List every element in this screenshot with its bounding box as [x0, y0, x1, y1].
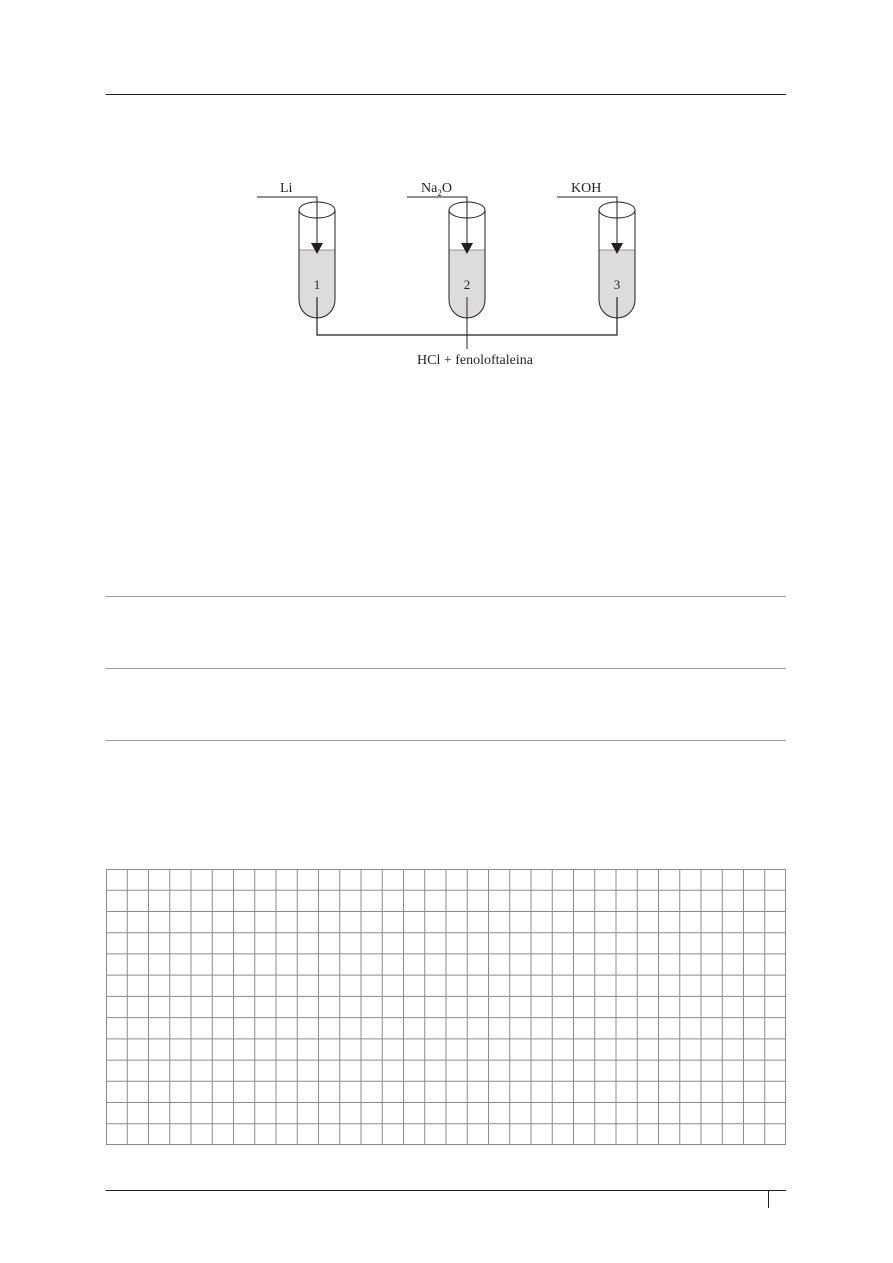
tube-3	[557, 181, 635, 318]
answer-line-1[interactable]	[106, 596, 786, 597]
tube-1	[257, 181, 335, 318]
footer-rule	[106, 1190, 786, 1191]
tube-2	[407, 181, 485, 318]
tube-2-number: 2	[463, 277, 471, 292]
tube-3-reagent-label: KOH	[571, 181, 602, 196]
tube-3-reagent-leader	[557, 197, 617, 244]
tube-1-reagent-leader	[257, 197, 317, 244]
tube-1-reagent-label: Li	[280, 181, 293, 196]
tube-2-reagent-label: $Na_2O$	[421, 181, 452, 198]
answer-line-3[interactable]	[106, 740, 786, 741]
page-number-divider	[768, 1190, 769, 1208]
experiment-diagram	[0, 0, 893, 420]
tube-3-number: 3	[613, 277, 621, 292]
tube-1-number: 1	[313, 277, 321, 292]
answer-line-2[interactable]	[106, 668, 786, 669]
tube-2-reagent-leader	[407, 197, 467, 244]
scratch-grid[interactable]	[106, 869, 786, 1145]
solution-label: HCl + fenoloftaleina	[417, 353, 533, 368]
